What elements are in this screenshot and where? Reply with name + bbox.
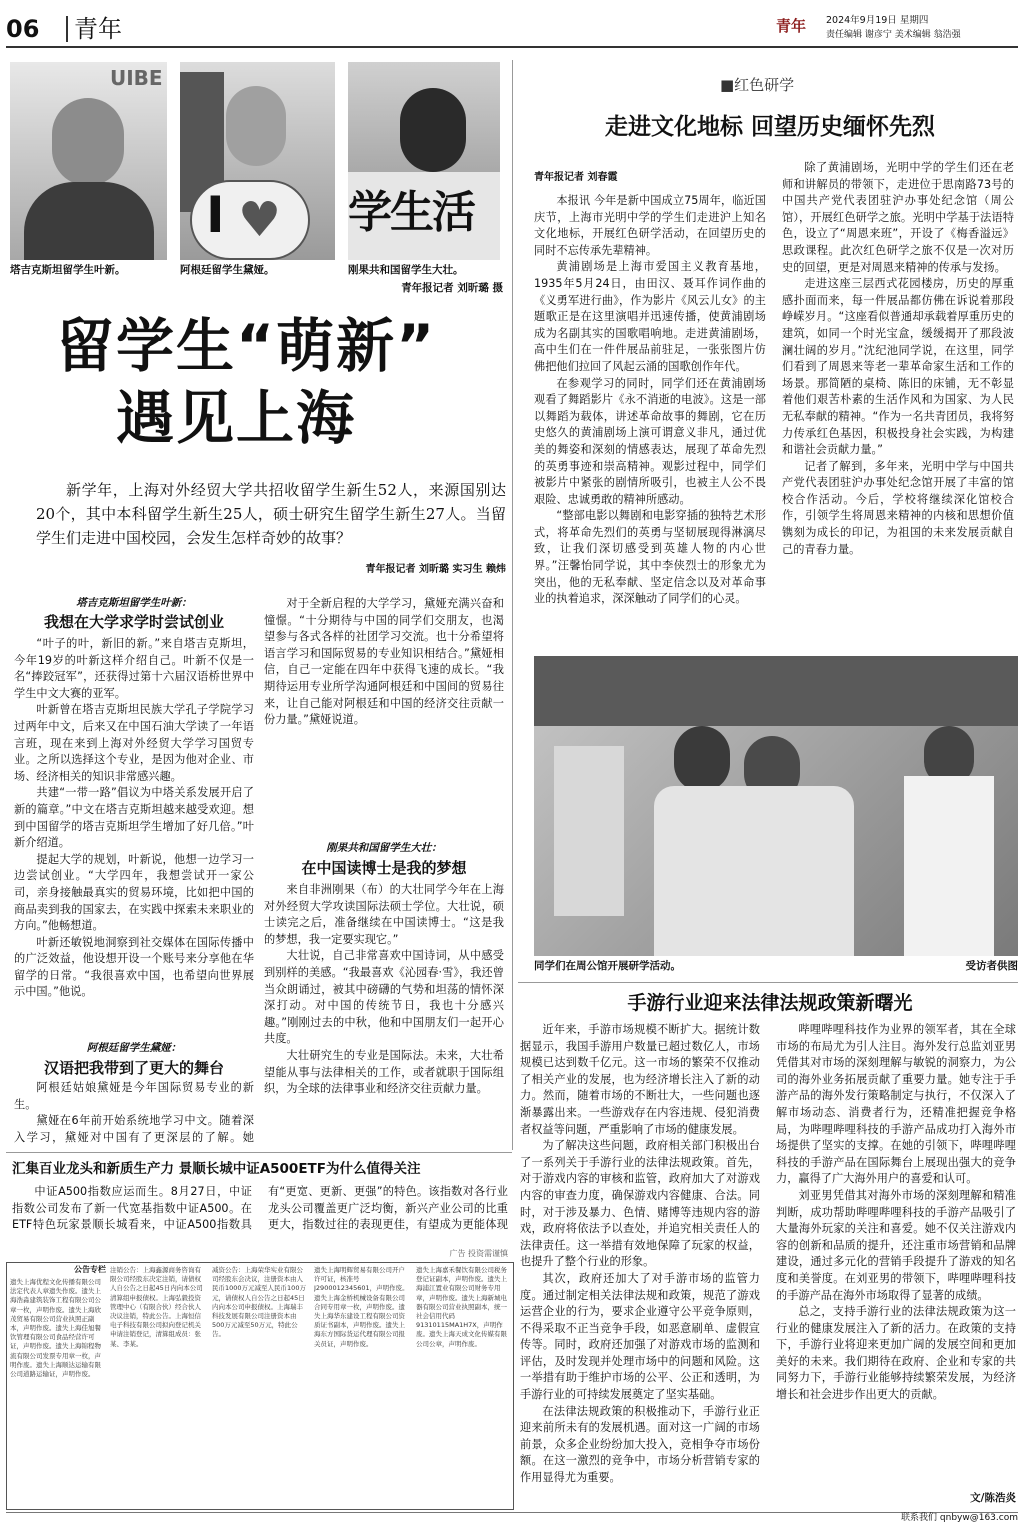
paragraph: 刘亚男凭借其对海外市场的深刻理解和精准判断，成功帮助哔哩哔哩科技的手游产品吸引了大量海外玩家的关注和喜爱。她不仅关注游戏内容的创新和品质的提升，还注重市场营销和品牌建设，通过多元化的营销手段提升了游戏的知名度和美誉度。在刘亚男的带领下，哔哩哔哩科技的手游产品在海外市场取得了显著的成绩。 xyxy=(776,1188,1016,1302)
photo-argentine-student xyxy=(180,62,335,260)
photo-caption-2: 阿根廷留学生黛娅。 xyxy=(180,264,275,276)
paragraph: 黄浦剧场是上海市爱国主义教育基地，1935年5月24日，由田汉、聂耳作词作曲的《义勇军进行曲》，作为影片《风云儿女》的主题歌正是在这里演唱并迅速传播，使黄浦剧场成为名副其实的国歌唱响地。走进黄浦剧场，高中生们在一件件展品前驻足，一张张图片仿佛把他们拉回了风起云涌的国歌创作年代。 xyxy=(534,260,766,373)
paragraph: 大壮研究生的专业是国际法。未来，大壮希望能从事与法律相关的工作，或者就职于国际组织，为全球的法律事业和经济交往贡献力量。 xyxy=(264,1048,504,1096)
masthead-date: 2024年9月19日 星期四 xyxy=(826,15,929,26)
game-story-top-rule xyxy=(518,982,1018,983)
footer-contact: 联系我们 qnbyw@163.com xyxy=(901,1513,1018,1523)
heart-icon: ♥ xyxy=(238,192,282,248)
classifieds-col-4: 遗失上海明辉贸易有限公司开户许可证，核准号J2900012345601，声明作废。遗失上海金桥机械设备有限公司合同专用章一枚，声明作废。遗失上海华东建设工程有限公司资质证书副本，声明作废。遗失上海东方国际货运代理有限公司报关员证，声明作废。 xyxy=(314,1266,409,1348)
classifieds-header: 公告专栏 xyxy=(74,1265,106,1274)
paragraph: 阿根廷姑娘黛娅是今年国际贸易专业的新生。 xyxy=(14,1081,254,1111)
sec2-body-start xyxy=(14,1080,254,1146)
red-study-col1 xyxy=(534,193,766,645)
paragraph: 黛娅在6年前开始系统地学习中文。随着深入学习，黛娅对中国有了更深层的了解。她 xyxy=(14,1114,254,1144)
masthead-logo: 青年 xyxy=(776,17,807,35)
photo-study-tour xyxy=(534,656,1018,956)
paragraph: 本报讯 今年是新中国成立75周年，临近国庆节，上海市光明中学的学生们走进沪上知名文化地标，开展红色研学活动，在回望历史的同时不忘传承先辈精神。 xyxy=(534,194,766,257)
photo-credit: 青年报记者 刘昕璐 摄 xyxy=(401,282,503,294)
sec3-body xyxy=(264,882,504,1146)
photo-congolese-student xyxy=(348,62,500,260)
red-study-column-label: ■红色研学 xyxy=(720,76,795,94)
classifieds-col-5: 遗失上海嘉禾餐饮有限公司税务登记证副本，声明作废。遗失上海浦江置业有限公司财务专用章，声明作废。遗失上海新城电器有限公司营业执照副本，统一社会信用代码91310115MA1H7X，声明作废。遗失上海天成文化传媒有限公司公章，声明作废。 xyxy=(416,1266,507,1348)
section-name: 青年 xyxy=(74,15,122,43)
sec1-kicker: 塔吉克斯坦留学生叶新： xyxy=(76,597,192,609)
sign-slogan: 学生活 xyxy=(348,187,474,238)
main-headline-line1: 留学生“萌新” xyxy=(56,312,437,380)
paragraph: 提起大学的规划，叶新说，他想一边学习一边尝试创业。“大学四年，我想尝试开一家公司，亲身接触最真实的贸易环境，比如把中国的商品卖到我的国家去，在实践中探索未来职业的方向。”他畅想道。 xyxy=(14,852,254,933)
paragraph: 共建“一带一路”倡议为中塔关系发展开启了新的篇章。”中文在塔吉克斯坦越来越受欢迎。想到中国留学的塔吉克斯坦学生增加了好几倍。”叶新介绍道。 xyxy=(14,786,254,850)
paragraph: 走进这座三层西式花园楼房，历史的厚重感扑面而来，每一件展品都仿佛在诉说着那段峥嵘岁月。“这座看似普通却承载着厚重历史的建筑，如同一个时光宝盒，缓缓揭开了那段波澜壮阔的岁月。”沈纪池同学说，在这里，同学们看到了周恩来等老一辈革命家生活和工作的场景。那简陋的桌椅、陈旧的床铺，无不彰显着他们艰苦朴素的生活作风和为国家、为人民无私奉献的精神。“作为一名共青团员，我将努力传承红色基因，积极投身社会实践，为构建和谐社会贡献力量。” xyxy=(782,277,1014,457)
classifieds-col-2: 注销公告：上海鑫源商务咨询有限公司经股东决定注销，请债权人自公告之日起45日内向本公司清算组申报债权。上海弘毅投资管理中心（有限合伙）经合伙人决议注销，特此公告。上海恒信电子科技有限公司拟向登记机关申请注销登记，清算组成员：张某、李某。 xyxy=(110,1266,203,1348)
etf-ad-note: 广告 投资需谨慎 xyxy=(449,1249,508,1258)
photo-caption-1: 塔吉克斯坦留学生叶新。 xyxy=(10,264,126,276)
game-story-headline: 手游行业迎来法律法规政策新曙光 xyxy=(627,992,913,1014)
red-study-col2 xyxy=(782,160,1014,646)
photo-caption-3: 刚果共和国留学生大壮。 xyxy=(348,264,464,276)
paragraph: 在参观学习的同时，同学们还在黄浦剧场观看了舞蹈影片《永不消逝的电波》。这是一部以舞蹈为载体，讲述革命故事的舞剧，它在历史悠久的黄浦剧场上演可谓意义非凡，通过优美的舞姿和深刻的情感表达，展现了革命先烈的英勇事迹和崇高精神。观影过程中，同学们被影片中紧张的剧情所吸引，也被主人公不畏艰险、忠诚勇敢的精神所感动。 xyxy=(534,376,766,506)
game-story-col2 xyxy=(776,1022,1016,1492)
paragraph: 总之，支持手游行业的法律法规政策为这一行业的健康发展注入了新的活力。在政策的支持下，手游行业将迎来更加广阔的发展空间和更加美好的未来。我们期待在政府、企业和专家的共同努力下，手游行业能够持续繁荣发展，为经济增长和社会进步作出更大的贡献。 xyxy=(776,1305,1016,1402)
masthead-rule xyxy=(6,46,1018,48)
paragraph: 记者了解到，多年来，光明中学与中国共产党代表团驻沪办事处纪念馆开展了丰富的馆校合作活动。今后，学校将继续深化馆校合作，引领学生将周恩来精神的内核和思想价值镌刻为成长的印记，为祖国的未来发展贡献自己的青春力量。 xyxy=(782,459,1014,556)
paragraph: 来自非洲刚果（布）的大壮同学今年在上海对外经贸大学攻读国际法硕士学位。大壮说，硕士读完之后，准备继续在中国读博士。“这是我的梦想，我一定要实现它。” xyxy=(264,883,504,946)
paragraph: 近年来，手游市场规模不断扩大。据统计数据显示，我国手游用户数量已超过数亿人，市场规模已达到数千亿元。这一市场的繁荣不仅推动了相关产业的发展，也为经济增长注入了新的动力。然而，随着市场的不断壮大，一些问题也逐渐暴露出来。一些游戏存在内容违规、侵犯消费者权益等问题，严重影响了市场的健康发展。 xyxy=(520,1023,760,1136)
main-byline: 青年报记者 刘昕璐 实习生 赖炜 xyxy=(365,564,506,575)
masthead-separator xyxy=(66,16,68,42)
red-study-headline: 走进文化地标 回望历史缅怀先烈 xyxy=(604,114,935,140)
game-story-byline: 文/陈浩炎 xyxy=(970,1492,1016,1504)
paragraph: 哔哩哔哩科技作为业界的领军者，其在全球市场的布局尤为引人注目。海外发行总监刘亚男凭借其对市场的深刻理解与敏锐的洞察力，为公司的海外业务拓展贡献了重要力量。她专注于手游产品的海外发行策略制定与执行，不仅深入了解市场动态、消费者行为，还精准把握竞争格局，为哔哩哔哩科技的手游产品成功打入海外市场提供了坚实的支撑。在她的引领下，哔哩哔哩科技的手游产品在国际舞台上展现出强大的竞争力，赢得了广大海外用户的喜爱和认可。 xyxy=(776,1023,1016,1186)
page-number: 06 xyxy=(6,15,40,43)
game-story-col1 xyxy=(520,1022,760,1508)
main-headline-line2: 遇见上海 xyxy=(116,384,357,452)
paragraph: “整部电影以舞剧和电影穿插的独特艺术形式，将革命先烈们的英勇与坚韧展现得淋漓尽致，让我们深切感受到英雄人物的内心世界。”汪馨怡同学说，其中李侠烈士的形象尤为突出，他的无私奉献、坚定信念以及对革命事业的执着追求，深深触动了同学们的心灵。 xyxy=(534,509,766,606)
red-study-byline: 青年报记者 刘春霞 xyxy=(534,172,618,183)
sec2-body-cont xyxy=(264,596,504,818)
paragraph: 大壮说，自己非常喜欢中国诗词，从中感受到别样的美感。“我最喜欢《沁园春·雪》，我还曾当众朗诵过，被其中磅礴的气势和坦荡的情怀深深打动。对中国的传统节日，我也十分感兴趣。”刚刚过去的中秋，他和中国朋友们一起开心共度。 xyxy=(264,949,504,1046)
sec1-body xyxy=(14,636,254,1016)
sign-text: UIBE xyxy=(110,66,163,90)
etf-text: 中证A500指数应运而生。8月27日，中证指数公司发布了新一代宽基指数中证A500。在ETF特色玩家景顺长城看来，中证A500指数具有“更宽、更新、更强”的特色。该指数对各行业龙头公司覆盖更广泛均衡，新兴产业公司的比重更大，指数过往的表现更佳，有望成为更能体现 xyxy=(12,1185,508,1232)
sec2-kicker: 阿根廷留学生黛娅： xyxy=(86,1042,182,1054)
sec3-kicker: 刚果共和国留学生大壮： xyxy=(326,842,442,854)
paragraph: 为了解决这些问题，政府相关部门积极出台了一系列关于手游行业的法律法规政策。首先，对于游戏内容的审核和监管，政府加大了对游戏内容的审查力度，确保游戏内容健康、合法。同时，对于涉及暴力、色情、赌博等违规内容的游戏，政府将依法予以查处，并追究相关责任人的法律责任。这一举措有效地保障了玩家的权益，也提升了整个行业的形象。 xyxy=(520,1139,760,1269)
paragraph: 对于全新启程的大学学习，黛娅充满兴奋和憧憬。“十分期待与中国的同学们交朋友，也渴望参与各式各样的社团学习交流。也十分希望将语言学习和国际贸易的专业知识相结合。”黛娅相信，自己一定能在四年中获得飞速的成长。“我期待运用专业所学沟通阿根廷和中国间的贸易往来，让自己能对阿根廷和中国的经济交往贡献一份力量。”黛娅说道。 xyxy=(264,597,504,727)
study-photo-caption: 同学们在周公馆开展研学活动。 xyxy=(534,960,681,972)
paragraph: 叶新曾在塔吉克斯坦民族大学孔子学院学习过两年中文，后来又在中国石油大学读了一年语言班，现在来到上海对外经贸大学学习国贸专业。之所以选择这个专业，是因为他对企业、市场、经济相关的知识非常感兴趣。 xyxy=(14,703,254,783)
etf-top-rule xyxy=(6,1152,512,1153)
classifieds-col-1: 遗失上海优程文化传播有限公司法定代表人章遗失作废。遗失上海浩淼建筑装饰工程有限公司公章一枚，声明作废。遗失上海欣茂贸易有限公司营业执照正副本，声明作废。遗失上海佳旭餐饮管理有限公司食品经营许可证，声明作废。遗失上海锦程物流有限公司发票专用章一枚，声明作废。遗失上海顺达运输有限公司道路运输证，声明作废。 xyxy=(10,1278,101,1379)
sec1-title: 我想在大学求学时尝试创业 xyxy=(43,613,224,631)
study-photo-credit: 受访者供图 xyxy=(965,960,1018,972)
paragraph: 其次，政府还加大了对手游市场的监管力度。通过制定相关法律法规和政策，规范了游戏运营企业的行为，要求企业遵守公平竞争原则，不得采取不正当竞争手段，如恶意刷单、虚假宣传等。同时，政府还加强了对游戏市场的监测和评估，及时发现并处理市场中的问题和风险。这一举措有助于维护市场的公平、公正和透明，为手游行业的可持续发展奠定了坚实基础。 xyxy=(520,1271,760,1402)
column-divider xyxy=(512,60,513,1150)
etf-headline: 汇集百业龙头和新质生产力 景顺长城中证A500ETF为什么值得关注 xyxy=(12,1161,421,1177)
paragraph: 叶新还敏锐地洞察到社交媒体在国际传播中的广泛效益，他设想开设一个账号来分享他在华留学的日常。“我很喜欢中国，也希望向世界展示中国。”他说。 xyxy=(14,935,254,999)
classifieds-col-3: 减资公告：上海荣华实业有限公司经股东会决议，注册资本由人民币1000万元减至人民币100万元，请债权人自公告之日起45日内向本公司申报债权。上海瑞丰科技发展有限公司注册资本由500万元减至50万元，特此公告。 xyxy=(212,1266,306,1339)
paragraph: 除了黄浦剧场，光明中学的学生们还在老师和讲解员的带领下，走进位于思南路73号的中国共产党代表团驻沪办事处纪念馆（周公馆），开展红色研学之旅。光明中学基于法语特色，设立了“周恩来班”，开设了《梅香溢远》思政课程。此次红色研学之旅不仅是一次对历史的回望，更是对周恩来精神的传承与发扬。 xyxy=(782,161,1014,274)
main-lead: 新学年，上海对外经贸大学共招收留学生新生52人，来源国别达20个，其中本科留学生新生25人，硕士研究生留学生新生27人。当留学生们走进中国校园，会发生怎样奇妙的故事？ xyxy=(36,481,506,547)
paragraph: 在法律法规政策的积极推动下，手游行业正迎来前所未有的发展机遇。面对这一广阔的市场前景，众多企业纷纷加大投入，竞相争夺市场份额。在这一激烈的竞争中，市场分析营销专家的作用显得尤为重要。 xyxy=(520,1404,760,1485)
sec3-title: 在中国读博士是我的梦想 xyxy=(301,859,467,877)
paragraph: “叶子的叶，新旧的新。”来自塔吉克斯坦，今年19岁的叶新这样介绍自己。叶新不仅是一名“捧跤冠军”，还获得过第十六届汉语桥世界中学生中文大赛的亚军。 xyxy=(14,637,254,700)
sign-letter: I xyxy=(206,186,225,244)
photo-tajik-student xyxy=(10,62,167,260)
masthead-editors: 责任编辑 谢彦宁 美术编辑 翁浩强 xyxy=(826,30,961,40)
sec2-title: 汉语把我带到了更大的舞台 xyxy=(43,1059,224,1077)
